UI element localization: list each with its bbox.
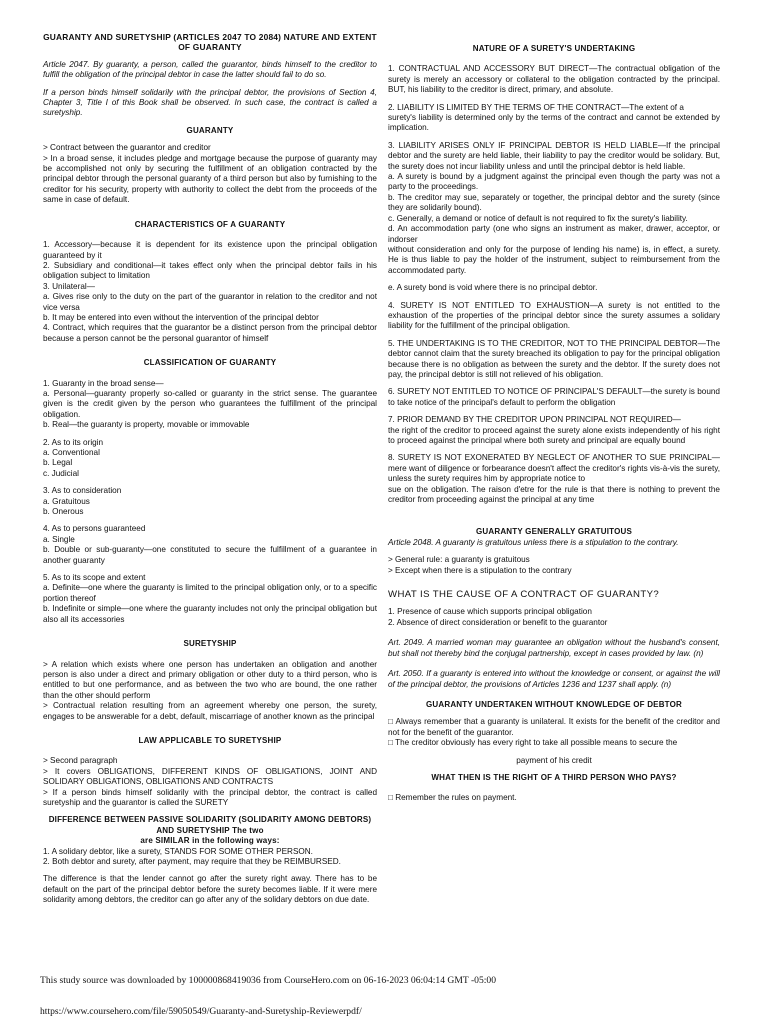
suretyship-point: > A relation which exists where one person has undertaken an obligation and another person is also under a direct and primary obligation or other duty to a third person, who is entitled to but one performance, and as between the two who are bound, the one rather than the other should perform [43, 659, 377, 700]
list-item: c. Generally, a demand or notice of default is not required to fix the surety's liability. [388, 213, 688, 223]
list-item: 4. SURETY IS NOT ENTITLED TO EXHAUSTION—A surety is not entitled to the exhaustion of the properties of the principal debtor since the surety assumes a solidary liability for the fulfillment of the principal obligation. [388, 300, 720, 331]
suretyship-point: > Contractual relation resulting from an agreement whereby one person, the surety, engages to be answerable for a debt, default, miscarriage of another known as the principal [43, 701, 377, 721]
undertaken-point-cont: payment of his credit [516, 755, 592, 765]
third-person-point: □ Remember the rules on payment. [388, 793, 517, 803]
section-heading-undertaken: GUARANTY UNDERTAKEN WITHOUT KNOWLEDGE OF DEBTOR [425, 699, 683, 709]
section-heading-suretyship: SURETYSHIP [183, 639, 237, 649]
list-item-cont: sue on the obligation. The raison d'etre for the rule is that there is nothing to prevent the creditor from proceeding against the principal at any time [388, 484, 720, 505]
list-item: b. Double or sub-guaranty—one constituted to secure the fulfillment of a guarantee in another guaranty [43, 545, 377, 565]
difference-paragraph: The difference is that the lender cannot go after the surety right away. There has to be default on the part of the principal debtor before the surety becomes liable. If it were mere solidarity among debtors, the creditor can go after any of the solidary debtors on due date. [43, 874, 377, 905]
gratuitous-point: > Except when there is a stipulation to the contrary [388, 565, 572, 575]
list-item: 1. A solidary debtor, like a surety, STANDS FOR SOME OTHER PERSON. [43, 846, 313, 856]
gratuitous-point: > General rule: a guaranty is gratuitous [388, 555, 530, 565]
list-item: d. An accommodation party (one who signs an instrument as maker, drawer, acceptor, or indorser [388, 224, 720, 244]
guaranty-point: > In a broad sense, it includes pledge and mortgage because the purpose of guaranty may be accomplished not only by securing the fulfillment of an obligation contracted by the principal debtor through the personal guaranty of a third person but also by furnishing to the creditor for his security, property with authority to collect the debt from the proceeds of the same in case of default. [43, 153, 377, 205]
list-item: 3. LIABILITY ARISES ONLY IF PRINCIPAL DEBTOR IS HELD LIABLE—If the principal debtor and the surety are held liable, their liability to pay the creditor would be solidary. But, the surety does not incur liability unless and until the principal debtor is held liable. [388, 140, 720, 171]
list-item: 2. Absence of direct consideration or benefit to the guarantor [388, 617, 608, 627]
list-item: 2. As to its origin [43, 437, 104, 447]
list-item: a. Definite—one where the guaranty is limited to the principal obligation only, or to a specific portion thereof [43, 583, 377, 603]
law-point: > Second paragraph [43, 756, 118, 766]
guaranty-point: > Contract between the guarantor and creditor [43, 143, 211, 153]
list-item: 5. As to its scope and extent [43, 573, 146, 583]
list-item: b. The creditor may sue, separately or together, the principal debtor and the surety (since they are solidarily bound). [388, 192, 720, 213]
list-item: 1. CONTRACTUAL AND ACCESSORY BUT DIRECT—The contractual obligation of the surety is merely an accessory or collateral to the obligation contracted by the principal. BUT, his liability to the creditor is direct, primary, and absolute. [388, 64, 720, 95]
section-heading-law-applicable: LAW APPLICABLE TO SURETYSHIP [138, 735, 282, 745]
document-title: GUARANTY AND SURETYSHIP (ARTICLES 2047 TO 2084) NATURE AND EXTENT OF GUARANTY [43, 32, 377, 53]
article-2047-paragraph-2: If a person binds himself solidarily with the principal debtor, the provisions of Section 4, Chapter 3, Title I of this Book shall be observed. In such case, the contract is called a suretyship. [43, 87, 377, 118]
section-heading-difference-cont: are SIMILAR in the following ways: [140, 836, 280, 846]
law-point: > It covers OBLIGATIONS, DIFFERENT KINDS OF OBLIGATIONS, JOINT AND SOLIDARY OBLIGATIONS, OBLIGATIONS AND CONTRACTS [43, 766, 377, 787]
list-item-cont: the right of the creditor to proceed against the surety alone exists independently of his right to proceed against the principal where both surety and principal are equally bound [388, 425, 720, 445]
list-item: 1. Guaranty in the broad sense— [43, 378, 164, 388]
article-2047-text: Article 2047. By guaranty, a person, called the guarantor, binds himself to the creditor to fulfill the obligation of the principal debtor in case the latter should fail to do so. [43, 59, 377, 80]
list-item: a. Single [43, 534, 75, 544]
list-item: 7. PRIOR DEMAND BY THE CREDITOR UPON PRINCIPAL NOT REQUIRED— [388, 415, 681, 425]
list-item: c. Judicial [43, 468, 79, 478]
list-item: 4. As to persons guaranteed [43, 524, 146, 534]
list-item: a. A surety is bound by a judgment against the principal even though the party was not a party to the proceedings. [388, 172, 720, 192]
law-point: > If a person binds himself solidarily with the principal debtor, the contract is called suretyship and the guarantor is called the SURETY [43, 787, 377, 807]
list-item: b. Onerous [43, 507, 84, 517]
left-column [43, 32, 377, 906]
list-item: 1. Accessory—because it is dependent for its existence upon the principal obligation guaranteed by it [43, 240, 377, 260]
undertaken-point: □ The creditor obviously has every right to take all possible means to secure the [388, 738, 678, 748]
list-item: b. Indefinite or simple—one where the guaranty includes not only the principal obligation but also all its accessories [43, 604, 377, 624]
list-item: 8. SURETY IS NOT EXONERATED BY NEGLECT OF ANOTHER TO SUE PRINCIPAL—mere want of diligence or forbearance doesn't affect the creditor's rights vis-à-vis the surety, unless the surety requires him by appropriate notice to [388, 453, 720, 484]
section-heading-nature: NATURE OF A SURETY'S UNDERTAKING [472, 44, 636, 53]
section-heading-classification: CLASSIFICATION OF GUARANTY [143, 358, 277, 368]
list-item: b. Legal [43, 458, 73, 468]
list-item: a. Gratuitous [43, 496, 90, 506]
section-heading-cause: WHAT IS THE CAUSE OF A CONTRACT OF GUARANTY? [388, 589, 660, 601]
article-2049-text: Art. 2049. A married woman may guarantee an obligation without the husband's consent, but shall not thereby bind the conjugal partnership, except in cases provided by law. (n) [388, 638, 720, 658]
list-item: 4. Contract, which requires that the guarantor be a distinct person from the principal debtor because a person cannot be the personal guarantor of himself [43, 323, 377, 343]
undertaken-point: □ Always remember that a guaranty is unilateral. It exists for the benefit of the creditor and not for the benefit of the guarantor. [388, 717, 720, 737]
source-url[interactable]: https://www.coursehero.com/file/59050549/Guaranty-and-Suretyship-Reviewerpdf/ [40, 1006, 362, 1017]
list-item: 3. Unilateral— [43, 281, 95, 291]
list-item: b. Real—the guaranty is property, movable or immovable [43, 420, 250, 430]
list-item: 3. As to consideration [43, 486, 122, 496]
list-item: 2. Subsidiary and conditional—it takes effect only when the principal debtor fails in his obligation subject to limitation [43, 260, 377, 281]
list-item: 2. Both debtor and surety, after payment, may require that they be REIMBURSED. [43, 857, 341, 866]
section-heading-guaranty: GUARANTY [186, 125, 234, 135]
article-2050-text: Art. 2050. If a guaranty is entered into without the knowledge or consent, or against the will of the principal debtor, the provisions of Articles 1236 and 1237 shall apply. (n) [388, 669, 720, 689]
list-item-cont: surety's liability is determined only by the terms of the contract and cannot be extended by implication. [388, 113, 720, 133]
right-column [388, 32, 720, 804]
list-item: a. Personal—guaranty properly so-called or guaranty in the strict sense. The guarantee given is the credit given by the person who guarantees the fulfillment of the principal obligation. [43, 388, 377, 419]
list-item: 2. LIABILITY IS LIMITED BY THE TERMS OF THE CONTRACT—The extent of a [388, 102, 684, 112]
list-item: b. It may be entered into even without the intervention of the principal debtor [43, 312, 319, 322]
section-heading-gratuitous: GUARANTY GENERALLY GRATUITOUS [475, 527, 633, 537]
list-item: e. A surety bond is void where there is no principal debtor. [388, 283, 598, 293]
article-2048-text: Article 2048. A guaranty is gratuitous unless there is a stipulation to the contrary. [388, 537, 679, 547]
list-item: 5. THE UNDERTAKING IS TO THE CREDITOR, NOT TO THE PRINCIPAL DEBTOR—The debtor cannot claim that the surety breached its obligation to pay for the principal obligation because there is no obligation as between the surety and the debtor. If the surety does not pay, the principal debtor is still not relieved of his obligation. [388, 338, 720, 379]
section-heading-characteristics: CHARACTERISTICS OF A GUARANTY [134, 219, 286, 229]
list-item: a. Gives rise only to the duty on the part of the guarantor in relation to the creditor and not vice versa [43, 292, 377, 312]
list-item: 1. Presence of cause which supports principal obligation [388, 607, 592, 617]
section-heading-third-person: WHAT THEN IS THE RIGHT OF A THIRD PERSON WHO PAYS? [431, 772, 677, 782]
list-item: 6. SURETY NOT ENTITLED TO NOTICE OF PRINCIPAL'S DEFAULT—the surety is bound to take notice of the principal's default to perform the obligation [388, 387, 720, 407]
list-item-cont: without consideration and only for the purpose of lending his name) is, in effect, a surety. He is thus liable to pay the holder of the instrument, subject to reimbursement from the accommodated party. [388, 244, 720, 275]
download-notice: This study source was downloaded by 100000868419036 from CourseHero.com on 06-16-2023 06:04:14 GMT -05:00 [40, 975, 497, 986]
list-item: a. Conventional [43, 448, 100, 457]
section-heading-difference: DIFFERENCE BETWEEN PASSIVE SOLIDARITY (SOLIDARITY AMONG DEBTORS) AND SURETYSHIP The two [48, 815, 372, 835]
